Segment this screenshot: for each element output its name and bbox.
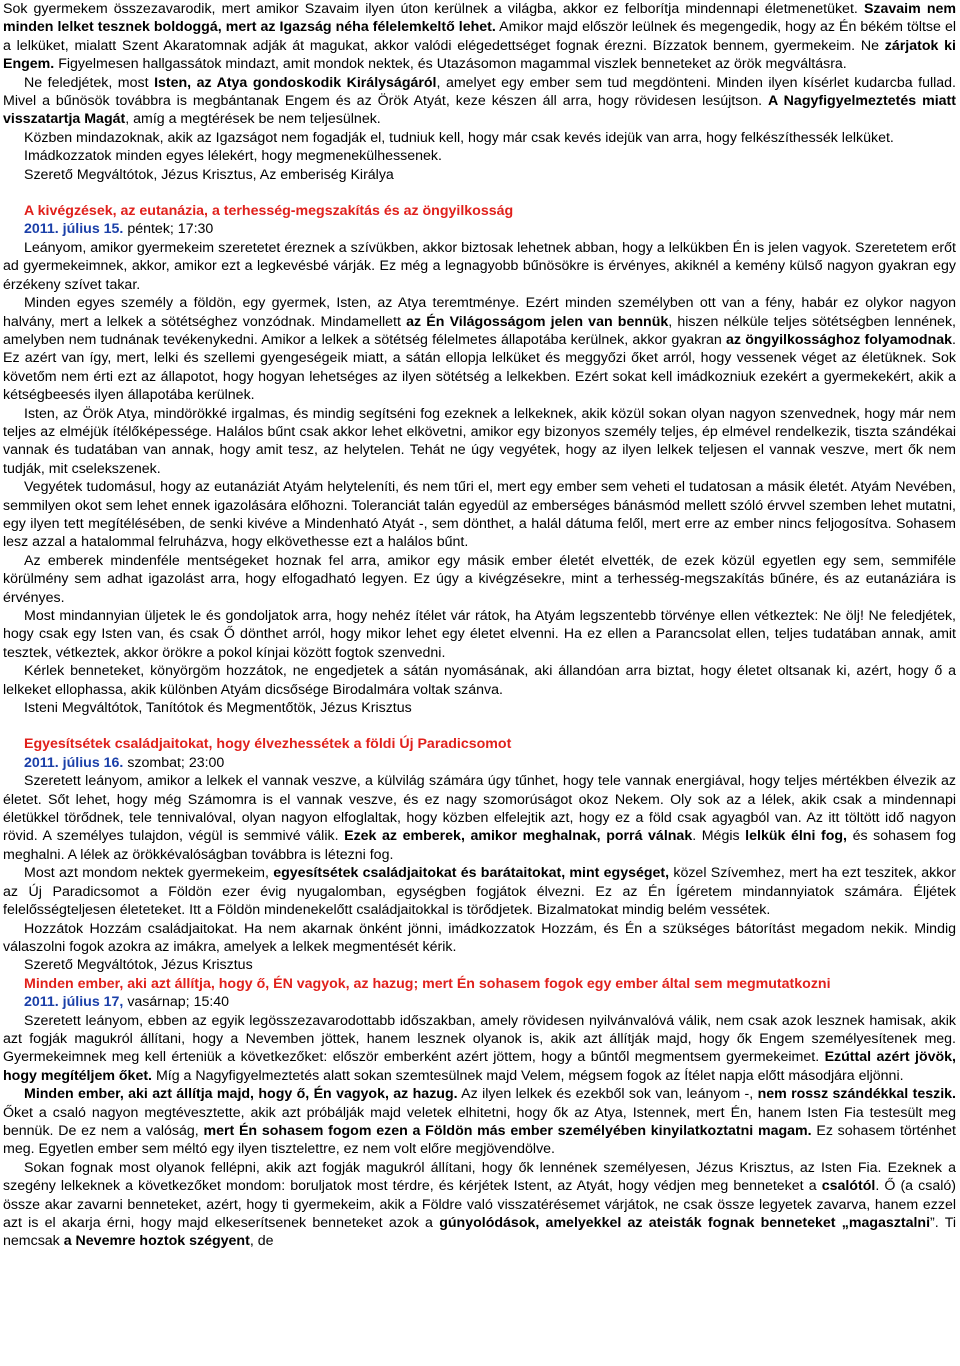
paragraph: Kérlek benneteket, könyörgöm hozzátok, ne engedjetek a sátán nyomásának, aki állandóan arra biztat, hogy életet oltsanak ki, azért, hogy ő a lelkeket ellophassa, akik különben Atyám dicsősége Birodalmára voltak szánva. [3, 663, 956, 698]
spacer [3, 184, 956, 202]
paragraph: Sok gyermekem összezavarodik, mert amikor Szavaim ilyen úton kerülnek a világba, akkor ez felborítja mindennapi életmenetüket. Szavaim nem minden lelket tesznek boldoggá, mert az Igazság néha félelemkeltő lehet. Amikor majd először leülnek és megengedik, hogy az Én békém töltse el a lelküket, mialatt Szent Akaratomnak adják át magukat, akkor valódi elégedettséget fognak érezni. Bízzatok bennem, gyermekeim. Ne zárjatok ki Engem. Figyelmesen hallgassátok mindazt, amit mondok nektek, és Utazásomon magammal viszlek benneteket az örök megváltásra. [3, 1, 956, 73]
section-title: Minden ember, aki azt állítja, hogy ő, ÉN vagyok, az hazug; mert Én sohasem fogok egy ember által sem megmutatkozni [24, 975, 831, 992]
paragraph: Az emberek mindenféle mentségeket hoznak fel arra, amikor egy másik ember életét elvették, de ezek közül egyetlen egy sem, semmiféle körülmény sem adhat igazolást arra, hogy elfogadható legyen. Ez úgy a kivégzésekre, mint a terhesség-megszakítás bűnére, és az eutanáziára is érvényes. [3, 552, 956, 606]
paragraph: Hozzátok Hozzám családjaitokat. Ha nem akarnak önként jönni, imádkozzatok Hozzám, és Én a szükséges bátorítást megadom nekik. Mindig válaszolni fogok azokra az imákra, amelyek a lelkek megmentését kérik. [3, 920, 956, 955]
paragraph: Leányom, amikor gyermekeim szeretetet éreznek a szívükben, akkor biztosak lehetnek abban, hogy a lelkükben Én is jelen vagyok. Szeretetem erőt ad gyermekeimnek, akkor, amikor ezt a legkevésbé várják. Ez még a legnagyobb bűnösökre is érvényes, akiknél a kemény külső nagyon gyakran egy érzékeny szívet takar. [3, 239, 956, 293]
section-title: Egyesítsétek családjaitokat, hogy élvezhessétek a földi Új Paradicsomot [24, 736, 512, 753]
signature: Szerető Megváltótok, Jézus Krisztus, Az emberiség Királya [24, 166, 394, 183]
signature: Szerető Megváltótok, Jézus Krisztus [24, 957, 253, 974]
paragraph: Most azt mondom nektek gyermekeim, egyesítsétek családjaitokat és barátaitokat, mint egységet, közel Szívemhez, mert ha ezt teszitek, akkor az Új Paradicsomot a Földön ezer évig nyugalomban, egységben fogjátok élvezni. Ez az Én Ígéretem mindannyiatok számára. Éljétek felelősségteljesen életeteket. Itt a Földön mindenekelőtt családjaitokkal is törődjetek. Bizalmatokat mindig belém vessétek. [3, 865, 956, 919]
spacer [3, 717, 956, 735]
signature: Isteni Megváltótok, Tanítótok és Megmentőtök, Jézus Krisztus [24, 700, 412, 717]
section-date: 2011. július 17, vasárnap; 15:40 [24, 994, 230, 1011]
section-date: 2011. július 16. szombat; 23:00 [24, 754, 225, 771]
paragraph: Szeretett leányom, amikor a lelkek el vannak veszve, a külvilág számára úgy tűnhet, hogy tele vannak energiával, hogy teljes mértékben élvezik az életet. Sőt lehet, hogy még Számomra is el vannak veszve, és ez nagy szomorúságot okoz Nekem. Oly sok az a lélek, akik csak a mindennapi életükkel törődnek, tele tennivalóval, olyan nagyon elfoglaltak, hogy közben elfelejtik azt, hogy ez a föld csak agyagból van. Az itt töltött idő nagyon rövid. A személyes tulajdon, végül is semmivé válik. Ezek az emberek, amikor meghalnak, porrá válnak. Mégis lelkük élni fog, és sohasem fog meghalni. A lélek az örökkévalóságban továbbra is létezni fog. [3, 773, 957, 863]
paragraph: Szeretett leányom, ebben az egyik legösszezavarodottabb időszakban, amely rövidesen nyilvánvalóvá válik, nem csak azok lesznek hamisak, akik azt fogják magukról állítani, hogy a Nevemben jöttek, hanem lesznek olyanok is, akik azt állítják majd, hogy ők Engem személyesítenek meg. Gyermekeimnek meg kell érteniük a következőket: először emberként azért jöttem, hogy a bűntől megmentsem gyermekeimet. Ezúttal azért jövök, hogy megítéljem őket. Míg a Nagyfigyelmeztetés alatt sokan szemtesülnek majd Velem, mégsem fogok az Ítélet napja előtt másodjára eljönni. [3, 1012, 956, 1084]
paragraph: Sokan fognak most olyanok fellépni, akik azt fogják magukról állítani, hogy ők lennének személyesen, Jézus Krisztus, az Isten Fia. Ezeknek a szegény lelkeknek a következőket mondom: boruljatok most térdre, és kérjétek Istent, az Atyát, hogy védjen meg benneteket a csalótól. Ő (a csaló) össze akar zavarni benneteket, azért, hogy ti gyermekeim, akik a Földre való visszatérésemet várjátok, ne csak össze legyetek zavarva, hanem ezzel azt is el akarja érni, hogy majd elkeserítsenek benneteket azok a gúnyolódások, amelyekkel az ateisták fognak benneteket „magasztalni”. Ti nemcsak a Nevemre hoztok szégyent, de [3, 1159, 957, 1250]
section-title: A kivégzések, az eutanázia, a terhesség-megszakítás és az öngyilkosság [24, 203, 514, 220]
paragraph: Ne feledjétek, most Isten, az Atya gondoskodik Királyságáról, amelyet egy ember sem tud megdönteni. Minden ilyen kísérlet kudarcba fullad. Mivel a bűnösök továbbra is megbántanak Engem és az Örök Atyát, keze készen áll arra, hogy rövidesen lesújtson. A Nagyfigyelmeztetés miatt visszatartja Magát, amíg a megtérések be nem teljesülnek. [3, 74, 957, 128]
paragraph: Imádkozzatok minden egyes lélekért, hogy megmenekülhessenek. [24, 148, 442, 165]
paragraph: Most mindannyian üljetek le és gondoljatok arra, hogy nehéz ítélet vár rátok, ha Atyám legszentebb törvénye ellen vétkeztek: Ne ölj! Ne feledjétek, hogy csak egy Isten van, és csak Ő dönthet arról, hogy mikor lehet egy életet elvenni. Ha ez ellen a Parancsolat ellen, teljes tudatában annak, amit tesztek, vétkeztek, akkor örökre a pokol kínjai között fogtok szenvedni. [3, 608, 956, 661]
paragraph: Közben mindazoknak, akik az Igazságot nem fogadják el, tudniuk kell, hogy már csak kevés idejük van arra, hogy felkészíthessék lelküket. [24, 129, 894, 146]
section-date: 2011. július 15. péntek; 17:30 [24, 221, 214, 238]
paragraph: Minden ember, aki azt állítja majd, hogy ő, Én vagyok, az hazug. Az ilyen lelkek és ezekből sok van, leányom -, nem rossz szándékkal teszik. Őket a csaló nagyon megtévesztette, akik azt próbálják majd veletek elhitetni, hogy ők az Atya, Istennek, mert Én, hanem Isten Fia testesült meg bennük. De ez nem a valóság, mert Én sohasem fogom ezen a Földön más ember személyében kinyilatkoztatni magam. Ez sohasem történhet meg. Egyetlen ember sem méltó egy ilyen tisztelettre, ez nem volt előre megjövendölve. [3, 1086, 956, 1158]
paragraph: Minden egyes személy a földön, egy gyermek, Isten, az Atya teremtménye. Ezért minden személyben ott van a fény, habár ez olykor nagyon halvány, mert a lelkek a sötétséghez vonzódnak. Mindamellett az Én Világosságom jelen van bennük, hiszen nélküle teljes sötétségben lennének, amelyben nem tudnának tevékenykedni. Amikor a lelkek a sötétség félelmetes állapotába kerülnek, akkor gyakran az öngyilkossághoz folyamodnak. Ez azért van így, mert, lelki és szellemi gyengeségeik miatt, a sátán ellopja lelküket és meggyőzi őket arról, hogy vessenek véget az életüknek. Sok követőm nem érti ezt az állapotot, hogy hogyan lehetséges az ilyen sötétség a lelkekben. Ezért sokat kell imádkozniuk ezekért a gyermekekért, akik a kétségbeesés ilyen állapotába kerülnek. [3, 295, 956, 404]
paragraph: Isten, az Örök Atya, mindörökké irgalmas, és mindig segítséni fog ezeknek a lelkeknek, akik közül sokan olyan nagyon szenvednek, hogy már nem teljes az elméjük ítélőképessége. Halálos bűnt csak akkor lehet elkövetni, amikor egy bizonyos személy teljes, ép elmével rendelkezik, tiszta szándékai vannak és tudatában van annak, hogy amit tesz, az helytelen. Tehát ne úgy vegyétek, hogy az ilyen lelkek teljesen el vannak veszve, mert ők nem tudják, mit cselekszenek. [3, 405, 956, 477]
paragraph: Vegyétek tudomásul, hogy az eutanáziát Atyám helyteleníti, és nem tűri el, mert egy ember sem veheti el tudatosan a másik életét. Atyám Nevében, semmilyen okot sem lehet ennek igazolására előhozni. Toleranciát talán egyedül az emberséges bánásmód mellett szóló érvvel szemben lehet mutatni, egy ilyen tett megítélésében, de senki kivéve a Mindenható Atyát -, sem dönthet, a halál dátuma felől, mert erre az ember nincs feljogosítva. Sohasem lesz azzal a hatalommal felruházva, hogy elkövethesse ezt a halálos bűnt. [3, 479, 956, 551]
